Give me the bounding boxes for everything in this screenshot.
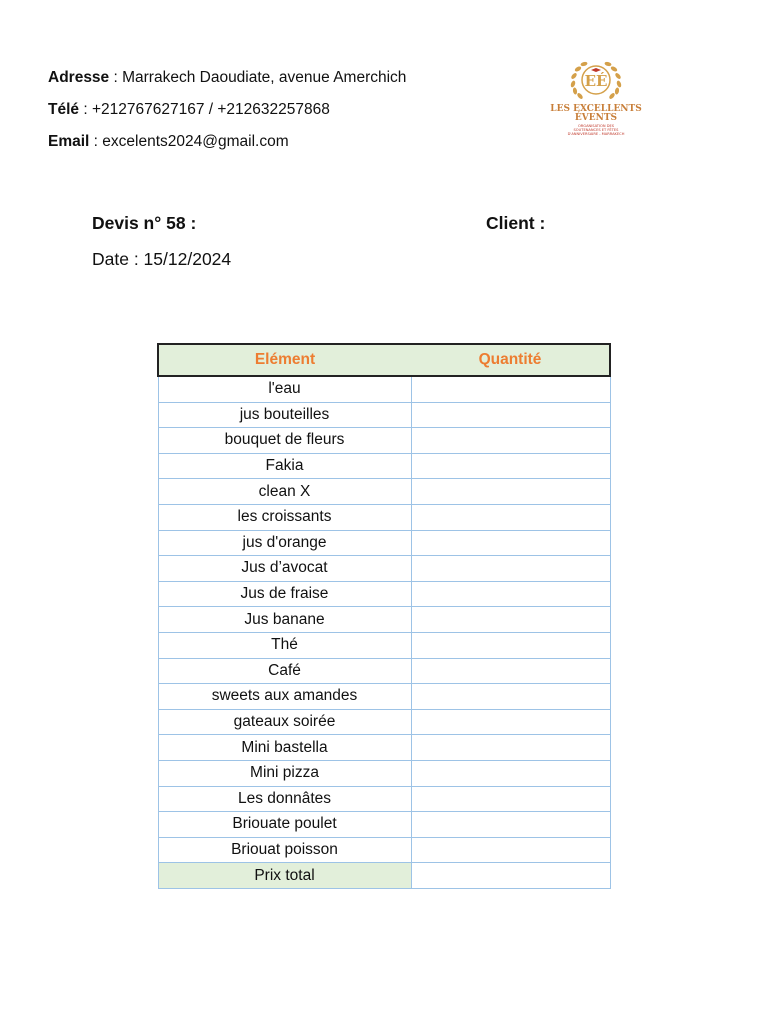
phone-value: +212767627167 / +212632257868 [91,101,330,118]
items-table [157,343,611,889]
quantity-cell[interactable] [411,581,610,607]
element-cell: sweets aux amandes [158,684,411,710]
table-row [158,376,610,402]
table-row [158,760,610,786]
quantity-cell[interactable] [411,376,610,402]
quantity-cell[interactable] [411,402,610,428]
quantity-cell[interactable] [411,607,610,633]
element-cell: Briouat poisson [158,837,411,863]
logo-tagline-line1: ORGANISATION DES [577,124,615,128]
element-cell: bouquet de fleurs [158,428,411,454]
logo-name-line2: ÉVENTS [574,113,618,123]
element-cell: Les donnâtes [158,786,411,812]
quantity-cell[interactable] [411,786,610,812]
total-label: Prix total [158,863,411,889]
address-value: Marrakech Daoudiate, avenue Amerchich [122,69,407,86]
quantity-cell[interactable] [411,479,610,505]
quantity-cell[interactable] [411,684,610,710]
quantity-cell[interactable] [411,735,610,761]
table-row [158,607,610,633]
element-cell: Jus banane [158,607,411,633]
items-table-body [158,376,610,888]
element-cell: Briouate poulet [158,812,411,838]
email-line [48,126,406,158]
table-row [158,632,610,658]
quantity-cell[interactable] [411,709,610,735]
logo-name-line1: LES EXCELLENTS [550,104,642,114]
phone-label: Télé [48,101,80,118]
table-row [158,453,610,479]
logo-monogram: EÉ [584,72,608,90]
table-row [158,812,610,838]
table-row [158,428,610,454]
element-cell: Mini pizza [158,760,411,786]
table-header-row [158,344,610,376]
phone-separator: : [79,101,92,118]
element-cell: Fakia [158,453,411,479]
quantity-cell[interactable] [411,812,610,838]
logo-tagline-line2: SOUTENANCES ET FÊTES [573,128,619,132]
contact-block [48,62,406,158]
logo-tagline-line3: D'ANNIVERSAIRE - MARRAKECH [567,132,625,136]
quantity-cell[interactable] [411,428,610,454]
address-line [48,62,406,94]
total-value[interactable] [411,863,610,889]
email-value: excelents2024@gmail.com [102,133,289,150]
element-cell: Jus de fraise [158,581,411,607]
element-cell: clean X [158,479,411,505]
quote-date: Date : 15/12/2024 [92,249,232,269]
quantity-cell[interactable] [411,453,610,479]
quantity-cell[interactable] [411,632,610,658]
table-row [158,581,610,607]
quantity-cell[interactable] [411,504,610,530]
table-row [158,786,610,812]
table-row [158,658,610,684]
quantity-cell[interactable] [411,556,610,582]
element-cell: jus d'orange [158,530,411,556]
column-header-element: Elément [158,344,411,376]
phone-line [48,94,406,126]
table-row [158,837,610,863]
element-cell: Café [158,658,411,684]
table-row [158,530,610,556]
table-row [158,504,610,530]
table-row [158,735,610,761]
element-cell: jus bouteilles [158,402,411,428]
email-label: Email [48,133,90,150]
address-label: Adresse [48,69,110,86]
element-cell: les croissants [158,504,411,530]
devis-number: Devis n° 58 : [92,213,197,233]
element-cell: Mini bastella [158,735,411,761]
table-row [158,556,610,582]
table-row [158,684,610,710]
quantity-cell[interactable] [411,530,610,556]
column-header-quantity: Quantité [411,344,610,376]
element-cell: Thé [158,632,411,658]
quantity-cell[interactable] [411,837,610,863]
quantity-cell[interactable] [411,760,610,786]
quantity-cell[interactable] [411,658,610,684]
element-cell: gateaux soirée [158,709,411,735]
address-separator: : [109,69,123,86]
element-cell: Jus d’avocat [158,556,411,582]
table-row [158,709,610,735]
table-row [158,479,610,505]
element-cell: l'eau [158,376,411,402]
company-logo [546,56,646,142]
table-row [158,402,610,428]
total-row [158,863,610,889]
email-separator: : [89,133,103,150]
client-label: Client : [486,213,546,233]
